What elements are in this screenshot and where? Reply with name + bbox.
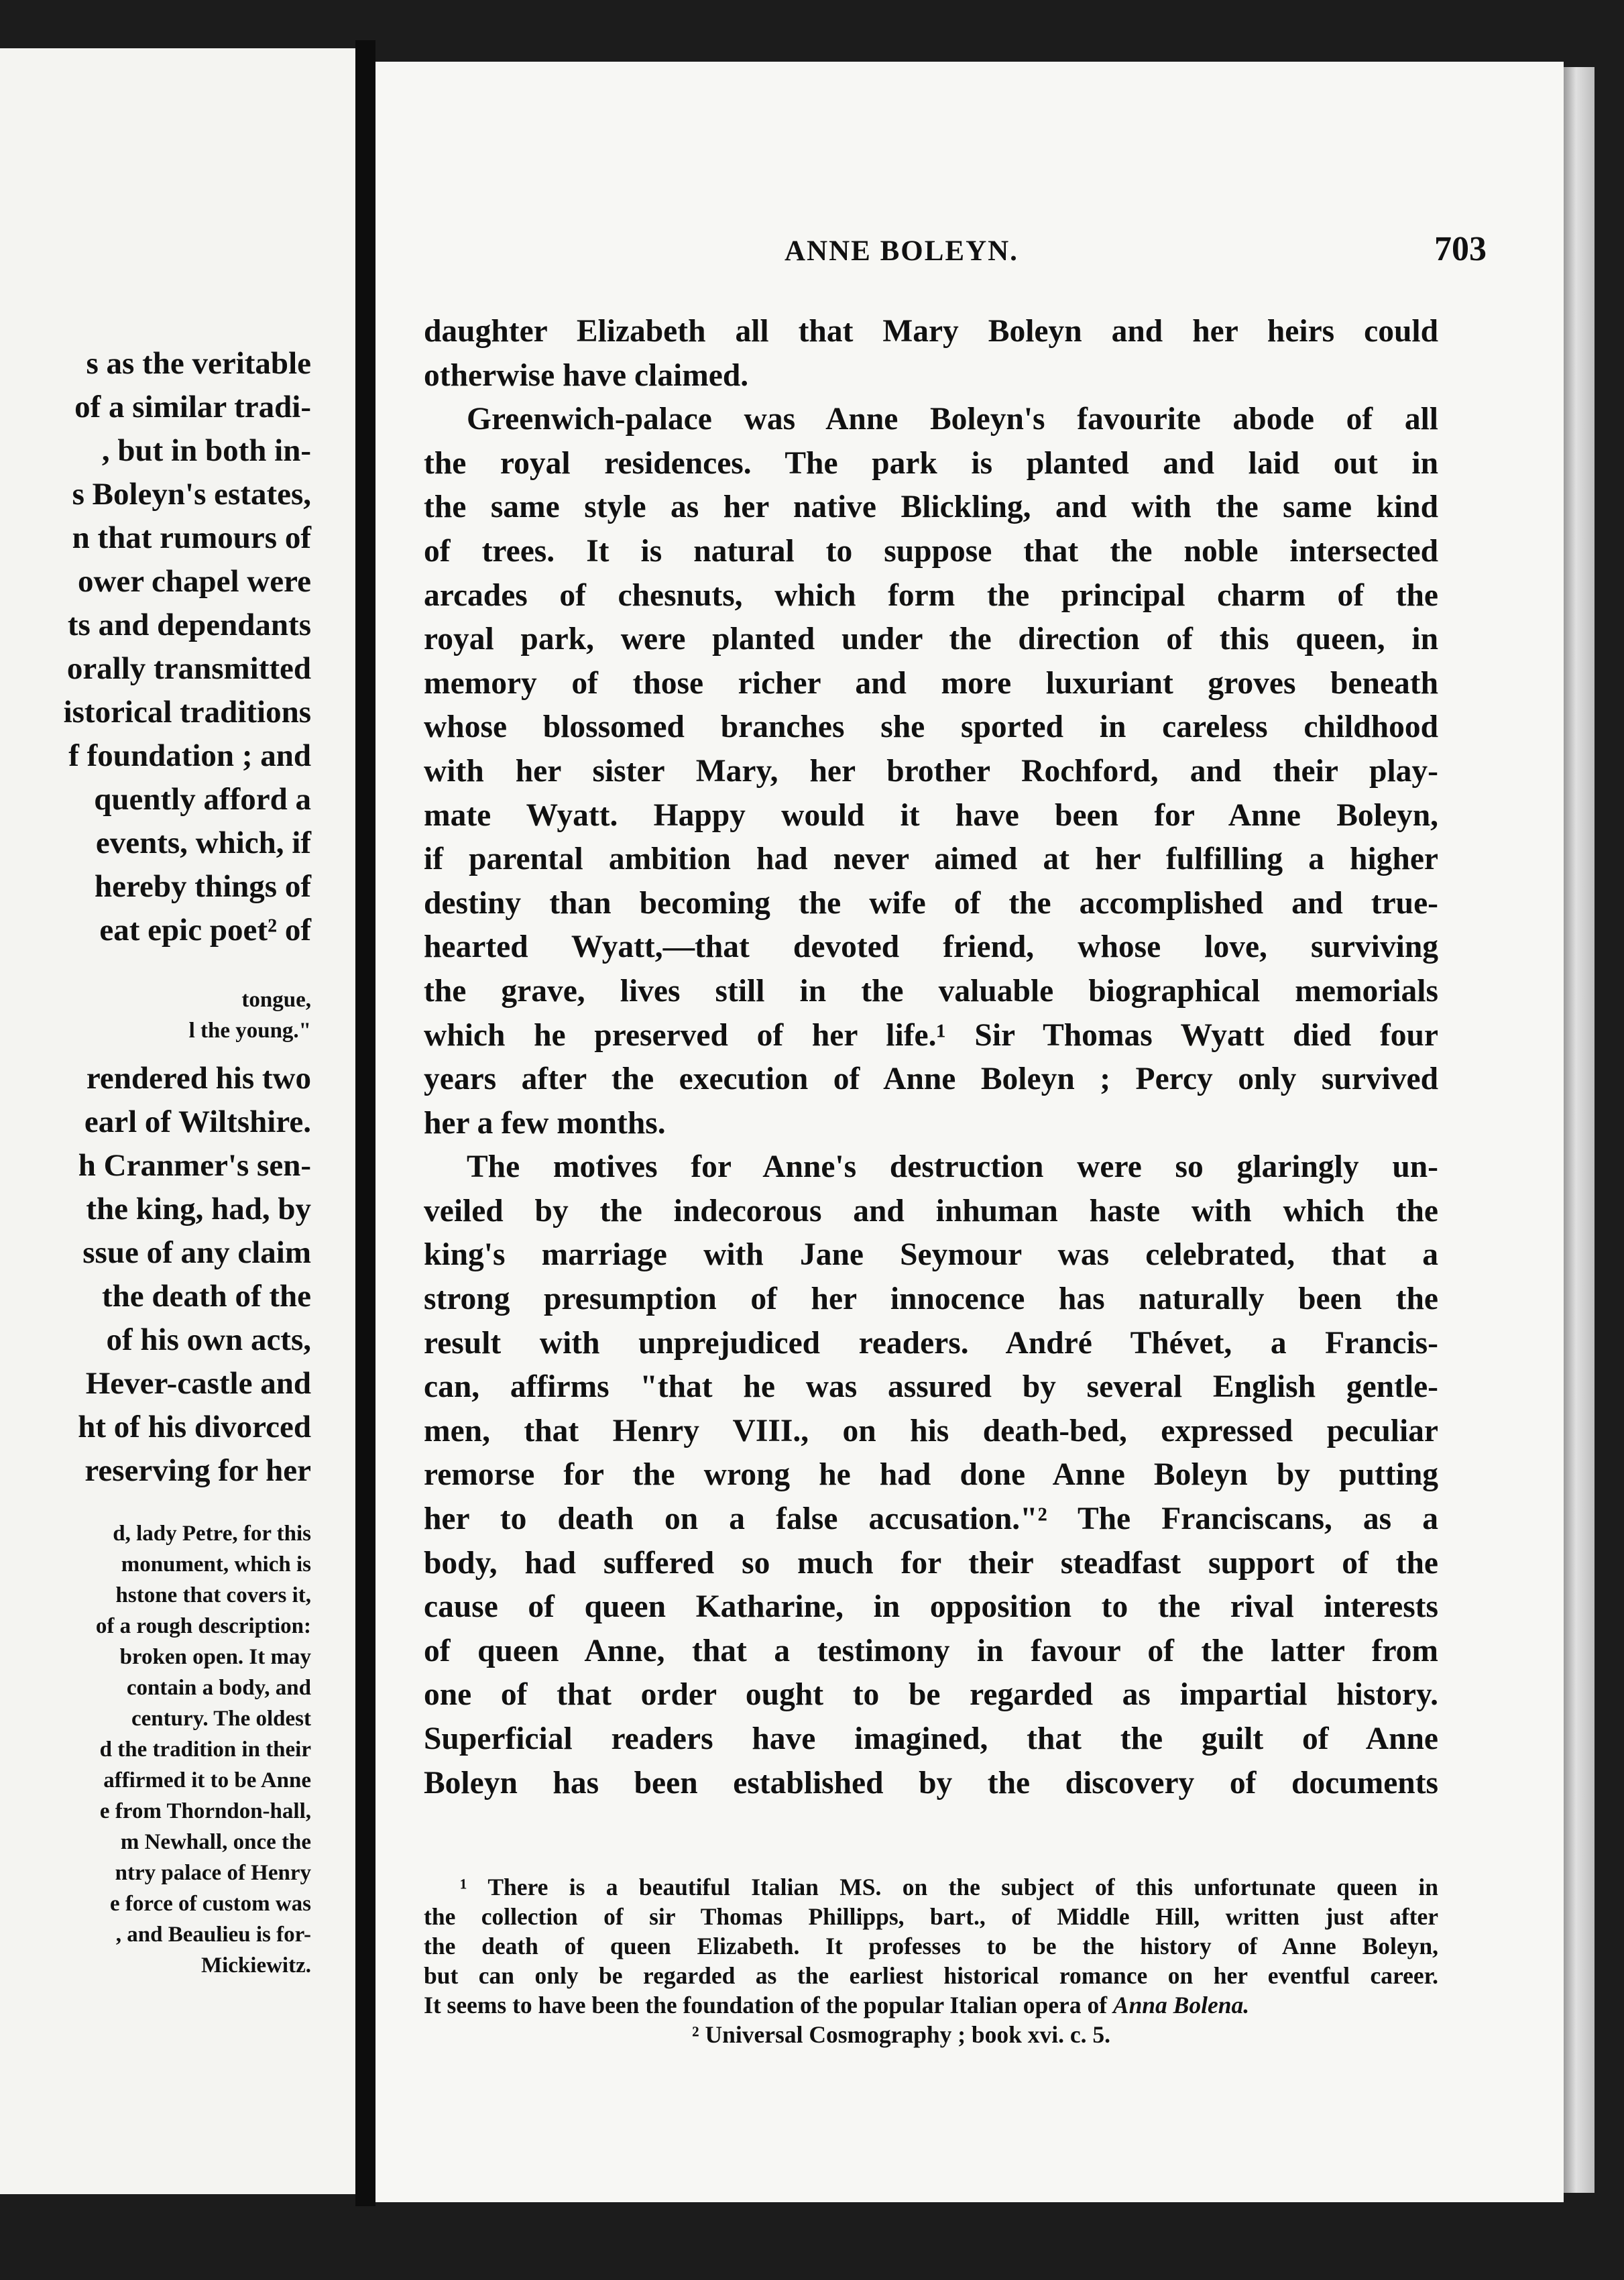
body-line: one of that order ought to be regarded as impartial history. <box>424 1677 1438 1713</box>
left-note-line: Mickiewitz. <box>200 1953 311 1978</box>
body-line: memory of those richer and more luxuriant groves beneath <box>424 665 1438 701</box>
body-line: the grave, lives still in the valuable biographical memorials <box>424 973 1438 1009</box>
body-line: her a few months. <box>424 1105 666 1141</box>
page-header <box>375 230 1564 282</box>
left-line: reserving for her <box>84 1453 311 1488</box>
left-line: earl of Wiltshire. <box>84 1104 311 1139</box>
left-note-line: e force of custom was <box>110 1892 311 1916</box>
left-note-line: broken open. It may <box>119 1645 311 1669</box>
left-line: of his own acts, <box>106 1322 311 1357</box>
left-line: s as the veritable <box>86 346 311 381</box>
left-note-line: , and Beaulieu is for- <box>115 1923 311 1947</box>
left-note-line: e from Thorndon-hall, <box>99 1799 311 1823</box>
page-edge <box>1564 67 1594 2193</box>
left-note-line: century. The oldest <box>131 1707 311 1731</box>
body-line: The motives for Anne's destruction were so glaringly un- <box>467 1149 1438 1185</box>
left-line: s Boleyn's estates, <box>72 477 311 512</box>
body-line: the royal residences. The park is planted and laid out in <box>424 445 1438 481</box>
left-note-line: ntry palace of Henry <box>115 1861 311 1885</box>
left-line: ower chapel were <box>77 564 311 599</box>
left-note-line: m Newhall, once the <box>120 1830 311 1854</box>
left-line: the king, had, by <box>86 1192 311 1227</box>
body-line: destiny than becoming the wife of the accomplished and true- <box>424 885 1438 921</box>
footnote-text: It seems to have been the foundation of the popular Italian opera of <box>424 1992 1108 2018</box>
body-line: royal park, were planted under the direction of this queen, in <box>424 622 1438 657</box>
body-line: Greenwich-palace was Anne Boleyn's favourite abode of all <box>467 402 1438 437</box>
left-page <box>0 48 355 2194</box>
left-page-text <box>0 342 311 1981</box>
left-line: ts and dependants <box>67 608 311 642</box>
page-number: 703 <box>1434 230 1487 268</box>
body-line: arcades of chesnuts, which form the principal charm of the <box>424 577 1438 613</box>
body-line: body, had suffered so much for their steadfast support of the <box>424 1545 1438 1581</box>
footnote-line: the death of queen Elizabeth. It professes to be the history of Anne Boleyn, <box>424 1933 1438 1959</box>
body-line: can, affirms "that he was assured by several English gentle- <box>424 1369 1438 1405</box>
left-line: the death of the <box>102 1279 311 1314</box>
left-line: ssue of any claim <box>82 1235 311 1270</box>
left-line: Hever-castle and <box>85 1366 311 1401</box>
left-note-line: contain a body, and <box>126 1676 311 1700</box>
body-line: otherwise have claimed. <box>424 357 749 393</box>
body-line: Boleyn has been established by the discovery of documents <box>424 1765 1438 1801</box>
left-quote-line: l the young." <box>188 1019 311 1043</box>
left-line: istorical traditions <box>63 695 311 730</box>
footnote-line: ¹ There is a beautiful Italian MS. on the subject of this unfortunate queen in <box>460 1874 1438 1900</box>
body-line: hearted Wyatt,—that devoted friend, whose love, surviving <box>424 929 1438 965</box>
body-line: her to death on a false accusation."² The Franciscans, as a <box>424 1501 1438 1537</box>
body-line: men, that Henry VIII., on his death-bed, expressed peculiar <box>424 1413 1438 1448</box>
left-line: hereby things of <box>95 869 311 904</box>
body-line: daughter Elizabeth all that Mary Boleyn and her heirs could <box>424 314 1438 349</box>
left-line: orally transmitted <box>66 651 311 686</box>
left-quote-line: tongue, <box>241 988 311 1012</box>
left-quote <box>0 984 311 1046</box>
body-line: mate Wyatt. Happy would it have been for Anne Boleyn, <box>424 797 1438 833</box>
footnotes <box>424 1872 1438 2049</box>
body-line: strong presumption of her innocence has naturally been the <box>424 1281 1438 1317</box>
footnote-line: the collection of sir Thomas Phillipps, bart., of Middle Hill, written just after <box>424 1903 1438 1930</box>
left-line: f foundation ; and <box>68 738 311 773</box>
body-line: Superficial readers have imagined, that the guilt of Anne <box>424 1721 1438 1756</box>
body-line: with her sister Mary, her brother Rochford, and their play- <box>424 753 1438 789</box>
left-line: eat epic poet² of <box>99 913 311 948</box>
body-line: veiled by the indecorous and inhuman haste with which the <box>424 1193 1438 1229</box>
left-note-line: monument, which is <box>121 1552 311 1577</box>
left-note-line: of a rough description: <box>95 1614 311 1638</box>
body-line: of trees. It is natural to suppose that the noble intersected <box>424 533 1438 569</box>
left-line: h Cranmer's sen- <box>78 1148 311 1183</box>
body-line: years after the execution of Anne Boleyn ; Percy only survived <box>424 1062 1438 1097</box>
body-line: the same style as her native Blickling, and with the same kind <box>424 490 1438 525</box>
running-head: ANNE BOLEYN. <box>785 235 1019 267</box>
left-line: quently afford a <box>94 782 311 817</box>
body-line: if parental ambition had never aimed at her fulfilling a higher <box>424 842 1438 877</box>
footnote-opera-title: Anna Bolena. <box>1112 1992 1250 2018</box>
left-note-line: hstone that covers it, <box>115 1583 311 1607</box>
footnote-line <box>424 1990 1438 2020</box>
left-line: ht of his divorced <box>78 1410 311 1444</box>
right-page <box>375 62 1564 2202</box>
body-line: king's marriage with Jane Seymour was celebrated, that a <box>424 1237 1438 1273</box>
body-text <box>424 310 1438 1805</box>
left-note-line: affirmed it to be Anne <box>103 1768 311 1792</box>
body-line: cause of queen Katharine, in opposition to the rival interests <box>424 1589 1438 1625</box>
body-line: whose blossomed branches she sported in careless childhood <box>424 709 1438 745</box>
book-gutter <box>355 40 375 2206</box>
body-line: of queen Anne, that a testimony in favour of the latter from <box>424 1633 1438 1668</box>
left-line: , but in both in- <box>101 433 311 468</box>
left-note-line: d, lady Petre, for this <box>113 1522 311 1546</box>
left-note-line: d the tradition in their <box>99 1737 311 1762</box>
footnote-line: ² Universal Cosmography ; book xvi. c. 5. <box>692 2021 1111 2048</box>
body-line: result with unprejudiced readers. André Thévet, a Francis- <box>424 1325 1438 1361</box>
left-footnotes <box>0 1518 311 1981</box>
left-line: events, which, if <box>95 825 311 860</box>
footnote-line: but can only be regarded as the earliest historical romance on her eventful career. <box>424 1962 1438 1989</box>
body-line: remorse for the wrong he had done Anne Boleyn by putting <box>424 1457 1438 1493</box>
left-line: rendered his two <box>86 1061 311 1096</box>
left-line: n that rumours of <box>72 520 311 555</box>
body-line: which he preserved of her life.¹ Sir Thomas Wyatt died four <box>424 1017 1438 1053</box>
left-line: of a similar tradi- <box>74 390 311 424</box>
